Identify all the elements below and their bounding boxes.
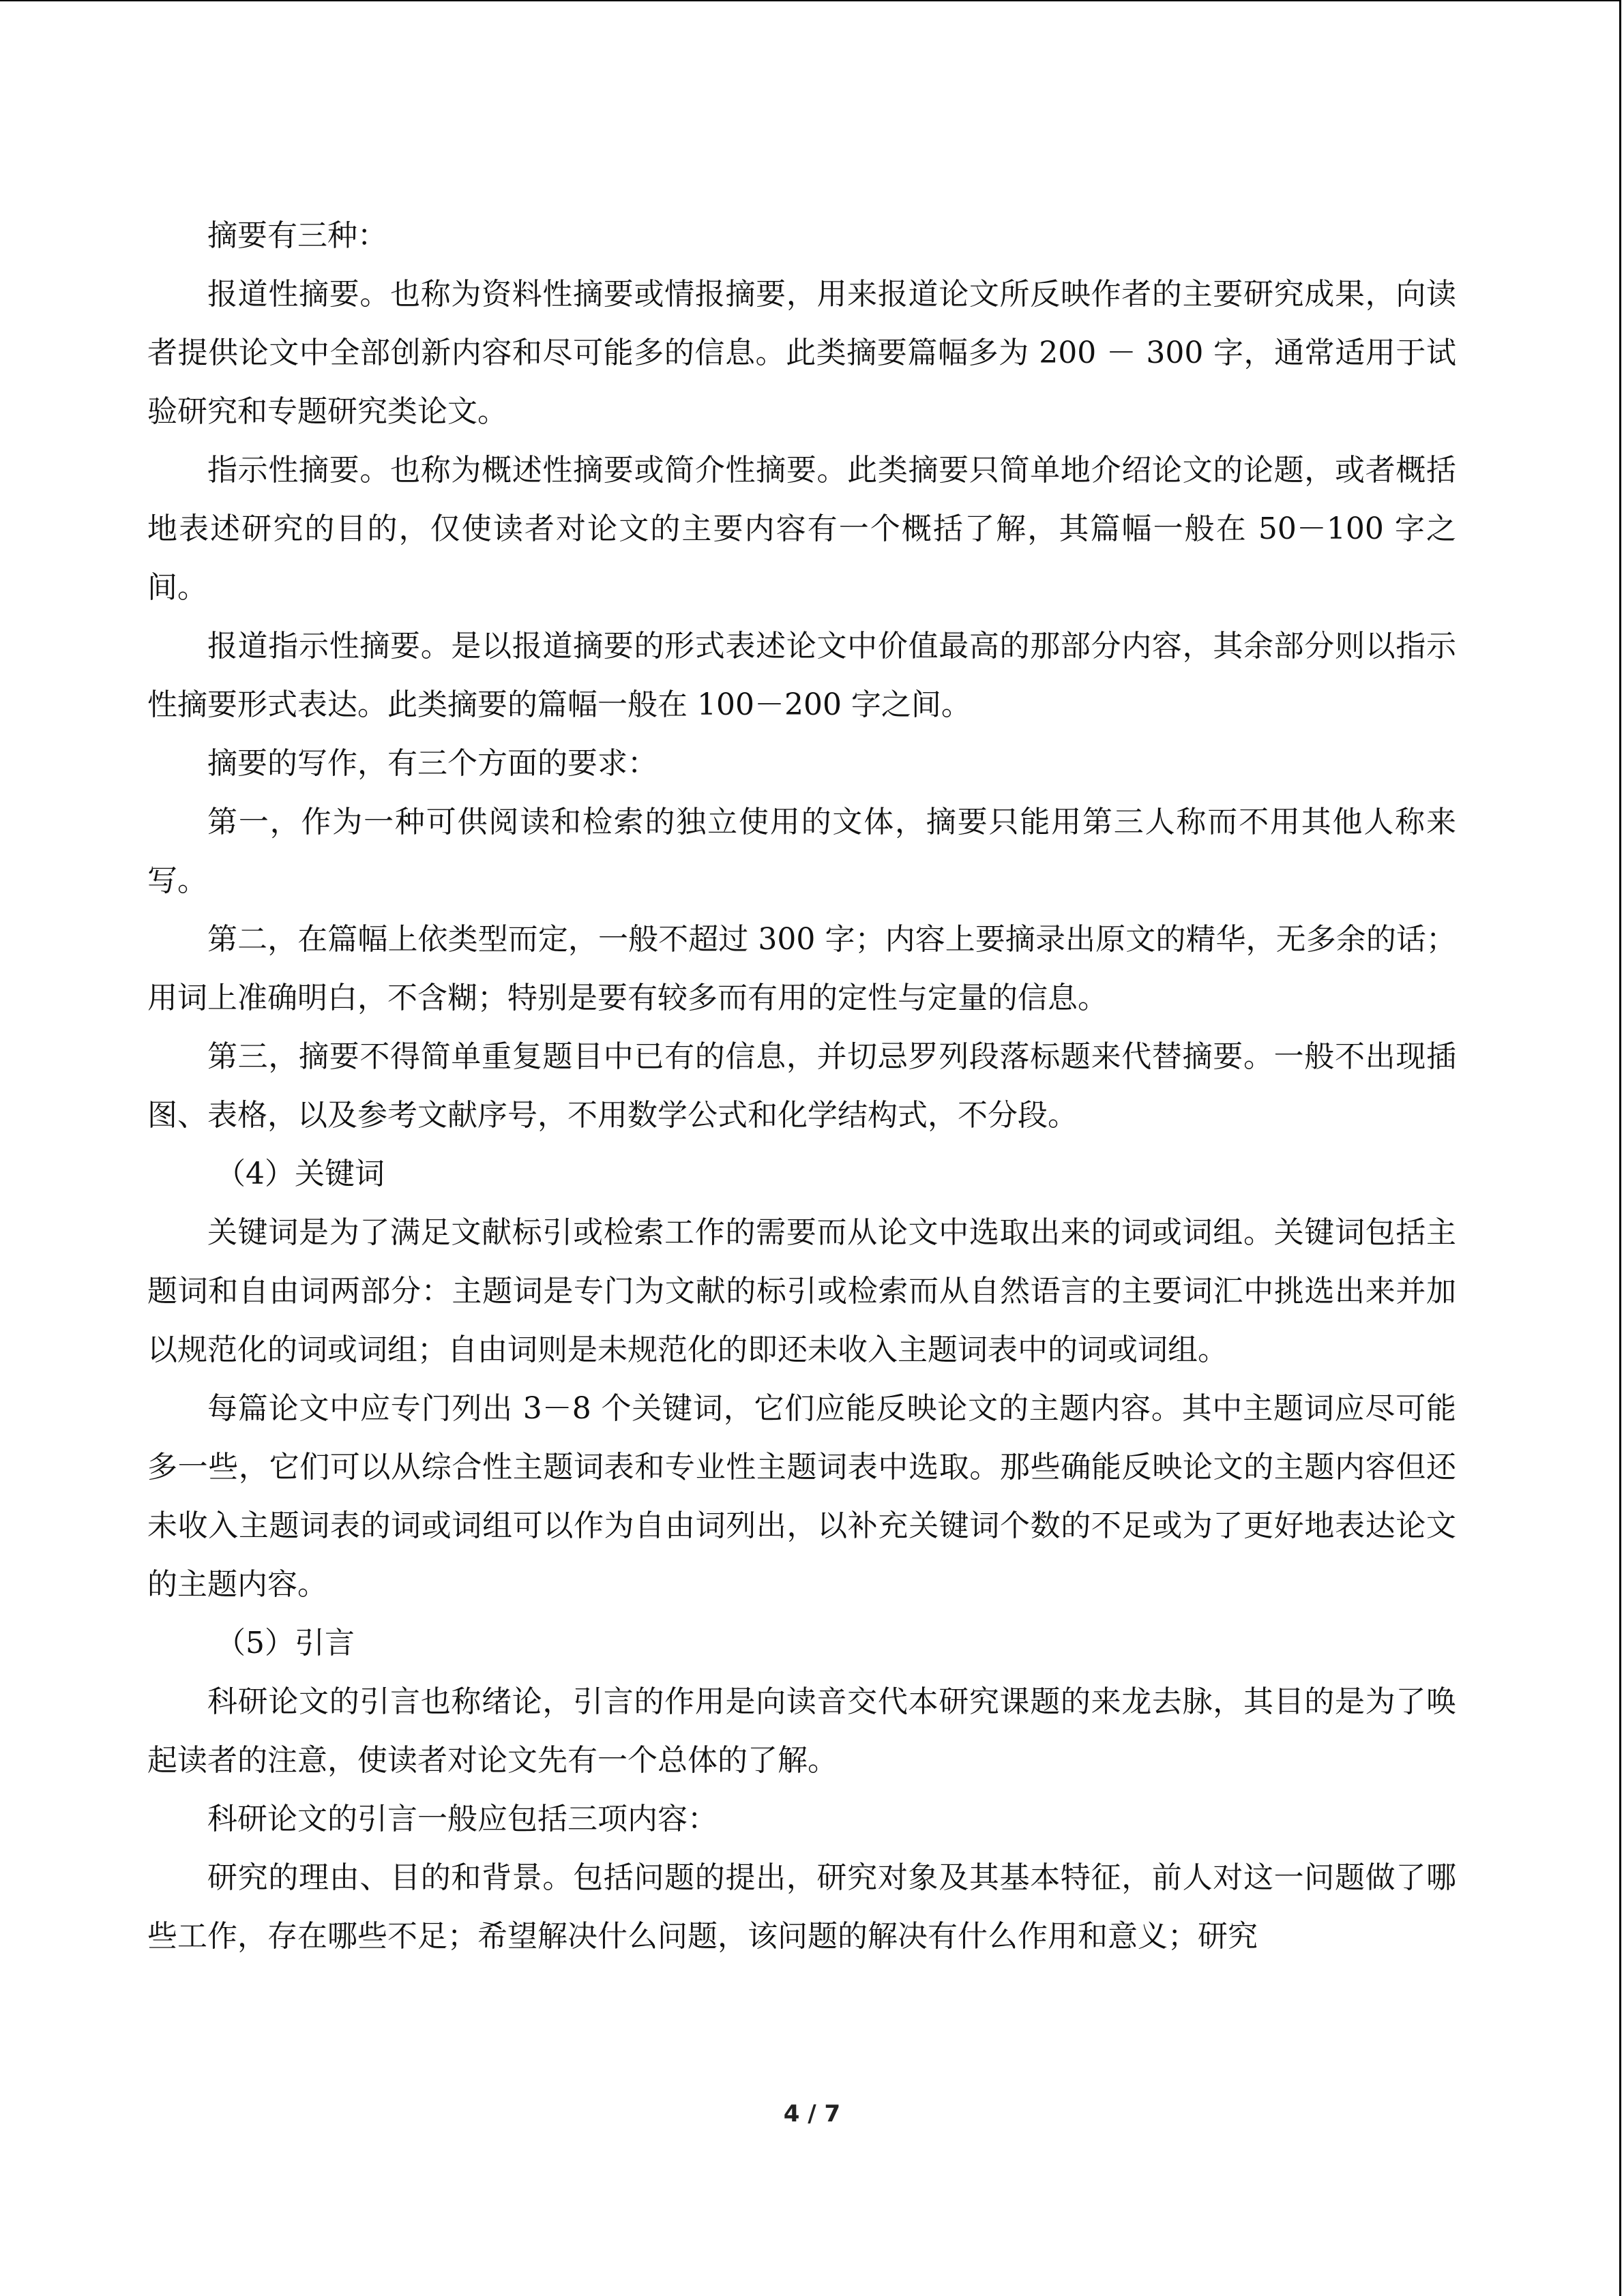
- paragraph-requirement-third: 第三，摘要不得简单重复题目中已有的信息，并切忌罗列段落标题来代替摘要。一般不出现插图、表格，以及参考文献序号，不用数学公式和化学结构式，不分段。: [147, 1039, 1456, 1133]
- document-body: [147, 207, 1456, 1966]
- section-heading-keywords: （4）关键词: [216, 1157, 385, 1191]
- page-number: 4 / 7: [783, 2100, 841, 2128]
- paragraph-introduction-purpose: 科研论文的引言也称绪论，引言的作用是向读音交代本研究课题的来龙去脉，其目的是为了唤起读者的注意，使读者对论文先有一个总体的了解。: [147, 1684, 1456, 1778]
- paragraph-abstract-requirements: 摘要的写作，有三个方面的要求：: [207, 746, 658, 781]
- paragraph-indicative-abstract: 指示性摘要。也称为概述性摘要或简介性摘要。此类摘要只简单地介绍论文的论题，或者概括地表述研究的目的，仅使读者对论文的主要内容有一个概括了解，其篇幅一般在 50－100 字之间。: [147, 453, 1456, 605]
- paragraph-requirement-second: 第二，在篇幅上依类型而定，一般不超过 300 字；内容上要摘录出原文的精华，无多余的话；用词上准确明白，不含糊；特别是要有较多而有用的定性与定量的信息。: [147, 922, 1456, 1015]
- paragraph-informative-indicative-abstract: 报道指示性摘要。是以报道摘要的形式表述论文中价值最高的那部分内容，其余部分则以指示性摘要形式表达。此类摘要的篇幅一般在 100－200 字之间。: [147, 629, 1456, 722]
- paragraph-introduction-contents: 科研论文的引言一般应包括三项内容：: [207, 1802, 718, 1836]
- paragraph-keywords-count: 每篇论文中应专门列出 3－8 个关键词，它们应能反映论文的主题内容。其中主题词应尽可能多一些，它们可以从综合性主题词表和专业性主题词表中选取。那些确能反映论文的主题内容但还未收入主题词表的词或词组可以作为自由词列出，以补充关键词个数的不足或为了更好地表达论文的主题内容。: [147, 1391, 1456, 1602]
- paragraph-informative-abstract: 报道性摘要。也称为资料性摘要或情报摘要，用来报道论文所反映作者的主要研究成果，向读者提供论文中全部创新内容和尽可能多的信息。此类摘要篇幅多为 200 － 300 字，通常适用于试验研究和专题研究类论文。: [147, 277, 1456, 429]
- section-heading-introduction: （5）引言: [216, 1626, 355, 1660]
- paragraph-requirement-first: 第一，作为一种可供阅读和检索的独立使用的文体，摘要只能用第三人称而不用其他人称来写。: [147, 805, 1456, 898]
- paragraph-abstract-types-intro: 摘要有三种：: [207, 218, 387, 253]
- paragraph-keywords-definition: 关键词是为了满足文献标引或检索工作的需要而从论文中选取出来的词或词组。关键词包括主题词和自由词两部分：主题词是专门为文献的标引或检索而从自然语言的主要词汇中挑选出来并加以规范化的词或词组；自由词则是未规范化的即还未收入主题词表中的词或词组。: [147, 1215, 1456, 1367]
- paragraph-research-reasons: 研究的理由、目的和背景。包括问题的提出，研究对象及其基本特征，前人对这一问题做了哪些工作，存在哪些不足；希望解决什么问题，该问题的解决有什么作用和意义；研究: [147, 1860, 1456, 1954]
